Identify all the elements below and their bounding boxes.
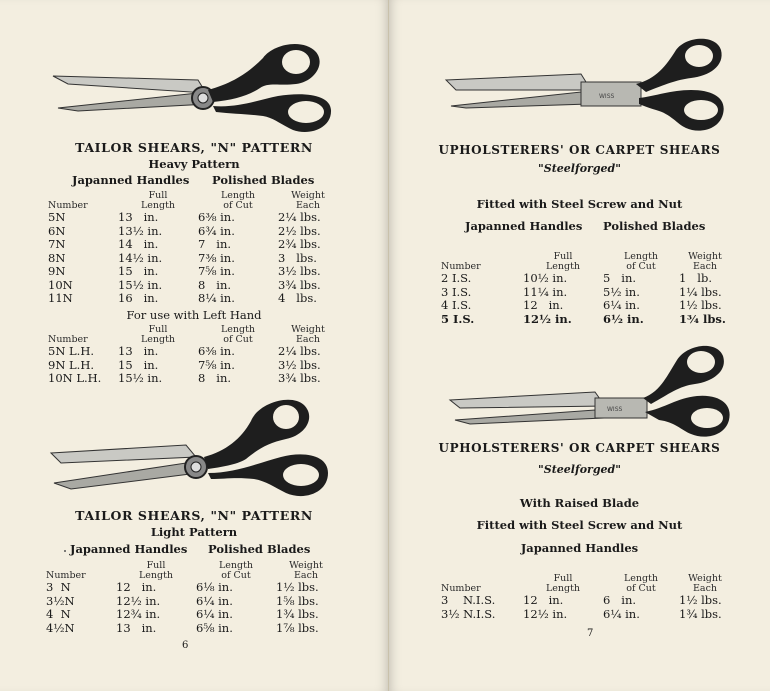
cell-number: 4 N (46, 607, 71, 622)
col-full-length-label: Full Length (138, 560, 174, 581)
table-row (48, 265, 338, 279)
cell-full: 12 in. (523, 298, 564, 313)
cell-cut: 5½ in. (603, 284, 640, 299)
col-full-length-label: Full Length (545, 573, 581, 594)
cell-full: 12½ in. (116, 593, 161, 608)
cell-full: 13 in. (118, 344, 159, 359)
tagline-steelforged: "Steelforged" (538, 162, 621, 175)
table-header (48, 323, 338, 345)
cell-weight: 4 lbs. (278, 291, 317, 306)
col-full-length-label: Full Length (140, 190, 176, 211)
upholsterers-shears-illustration (441, 34, 731, 139)
section-title-light: TAILOR SHEARS, "N" PATTERN (75, 508, 313, 523)
cell-number: 4 I.S. (441, 298, 472, 313)
col-full-length (118, 189, 198, 211)
section-title-heavy: TAILOR SHEARS, "N" PATTERN (75, 140, 313, 155)
cell-full: 11¼ in. (523, 284, 568, 299)
table-row (441, 286, 731, 300)
col-weight-each-label: Weight Each (291, 324, 325, 345)
cell-weight: 2½ lbs. (278, 223, 321, 238)
cell-full: 15½ in. (118, 277, 163, 292)
cell-cut: 6⅜ in. (198, 210, 235, 225)
col-weight-each (679, 250, 731, 272)
section-title-upholsterers-2: UPHOLSTERERS' OR CARPET SHEARS (438, 441, 721, 455)
cell-cut: 8¼ in. (198, 291, 235, 306)
section-title-upholsterers-1: UPHOLSTERERS' OR CARPET SHEARS (438, 143, 721, 157)
table-row (441, 313, 731, 327)
table-row (46, 622, 336, 636)
blades-label: Polished Blades (603, 219, 706, 233)
blades-label: Polished Blades (208, 542, 311, 556)
cell-full: 14½ in. (118, 250, 163, 265)
col-full-length (116, 559, 196, 581)
tailor-shears-light-illustration (46, 393, 336, 503)
col-number: Number (441, 261, 481, 272)
cell-cut: 5 in. (603, 271, 637, 286)
print-speck (64, 550, 66, 552)
cell-cut: 8 in. (198, 277, 232, 292)
table-row (441, 594, 731, 608)
cell-number: 9N L.H. (48, 357, 95, 372)
col-full-length-label: Full Length (140, 324, 176, 345)
col-full-length (523, 250, 603, 272)
cell-weight: 2¾ lbs. (278, 237, 321, 252)
cell-cut: 7⅝ in. (198, 357, 235, 372)
col-length-of-cut-label: Length of Cut (218, 560, 254, 581)
cell-cut: 6⅜ in. (198, 344, 235, 359)
table-row (46, 608, 336, 622)
page-number-left: 6 (182, 640, 189, 651)
col-length-of-cut (198, 323, 278, 345)
table-row (48, 359, 338, 373)
col-number: Number (441, 583, 481, 594)
cell-weight: 1¾ lbs. (679, 606, 722, 621)
cell-cut: 6½ in. (603, 311, 644, 326)
subtitle-light-pattern: Light Pattern (150, 525, 238, 539)
left-hand-caption: For use with Left Hand (126, 308, 262, 322)
cell-full: 12 in. (523, 593, 564, 608)
cell-number: 4½N (46, 620, 75, 635)
cell-full: 15½ in. (118, 371, 163, 386)
spec-table-heavy (48, 189, 338, 306)
cell-cut: 6¾ in. (198, 223, 235, 238)
subtitle-heavy-pattern: Heavy Pattern (148, 157, 240, 171)
raised-blade-label: With Raised Blade (519, 496, 640, 510)
cell-cut: 8 in. (198, 371, 232, 386)
fitted-label: Fitted with Steel Screw and Nut (476, 197, 683, 211)
col-length-of-cut-label: Length of Cut (623, 573, 659, 594)
table-header (441, 572, 731, 594)
cell-weight: 1¾ lbs. (276, 607, 319, 622)
cell-cut: 6¼ in. (603, 298, 640, 313)
cell-cut: 6¼ in. (196, 607, 233, 622)
col-number: Number (48, 200, 88, 211)
cell-number: 3 N.I.S. (441, 593, 496, 608)
cell-cut: 7⅜ in. (198, 250, 235, 265)
col-weight-each (278, 189, 338, 211)
cell-weight: 2¼ lbs. (278, 210, 321, 225)
cell-weight: 3½ lbs. (278, 264, 321, 279)
brand-mark: WISS (599, 93, 615, 100)
col-full-length (523, 572, 603, 594)
col-number: Number (48, 334, 88, 345)
cell-number: 5 I.S. (441, 311, 475, 326)
cell-full: 12 in. (116, 580, 157, 595)
cell-weight: 1⅝ lbs. (276, 593, 319, 608)
brand-mark: WISS (607, 406, 623, 413)
table-row (48, 292, 338, 306)
cell-weight: 3¾ lbs. (278, 277, 321, 292)
cell-full: 12½ in. (523, 311, 572, 326)
fitted-label: Fitted with Steel Screw and Nut (476, 518, 683, 532)
table-row (46, 595, 336, 609)
tailor-shears-heavy-illustration (48, 38, 338, 143)
table-row (48, 345, 338, 359)
table-row (441, 299, 731, 313)
cell-weight: 1½ lbs. (679, 298, 722, 313)
col-weight-each-label: Weight Each (289, 560, 323, 581)
cell-number: 3 N (46, 580, 71, 595)
cell-number: 7N (48, 237, 66, 252)
spec-table-light (46, 559, 336, 635)
col-length-of-cut-label: Length of Cut (623, 251, 659, 272)
spec-table-left-hand (48, 323, 338, 386)
cell-cut: 6¼ in. (603, 606, 640, 621)
spec-table-upholsterers-1 (441, 250, 731, 326)
col-length-of-cut-label: Length of Cut (220, 324, 256, 345)
cell-full: 16 in. (118, 291, 159, 306)
cell-number: 5N L.H. (48, 344, 95, 359)
cell-cut: 6⅛ in. (196, 580, 233, 595)
col-length-of-cut (198, 189, 278, 211)
col-weight-each-label: Weight Each (688, 573, 722, 594)
cell-number: 10N L.H. (48, 371, 102, 386)
table-row (46, 581, 336, 595)
cell-weight: 2¼ lbs. (278, 344, 321, 359)
cell-weight: 1⅞ lbs. (276, 620, 319, 635)
page-number-right: 7 (587, 628, 594, 639)
cell-number: 2 I.S. (441, 271, 472, 286)
cell-weight: 1½ lbs. (679, 593, 722, 608)
table-row (441, 272, 731, 286)
cell-cut: 6⅝ in. (196, 620, 233, 635)
cell-full: 12¾ in. (116, 607, 161, 622)
cell-weight: 3¾ lbs. (278, 371, 321, 386)
col-weight-each (278, 323, 338, 345)
cell-full: 15 in. (118, 264, 159, 279)
cell-full: 12½ in. (523, 606, 568, 621)
spec-table-upholsterers-2 (441, 572, 731, 621)
col-length-of-cut (603, 572, 679, 594)
table-row (48, 279, 338, 293)
table-row (48, 211, 338, 225)
cell-number: 6N (48, 223, 66, 238)
tagline-steelforged: "Steelforged" (538, 463, 621, 476)
col-length-of-cut (603, 250, 679, 272)
table-row (48, 252, 338, 266)
cell-number: 11N (48, 291, 73, 306)
cell-number: 3½ N.I.S. (441, 606, 496, 621)
cell-number: 3½N (46, 593, 75, 608)
cell-weight: 1¼ lbs. (679, 284, 722, 299)
cell-full: 13 in. (116, 620, 157, 635)
table-row (48, 372, 338, 386)
col-number: Number (46, 570, 86, 581)
cell-number: 3 I.S. (441, 284, 472, 299)
table-header (48, 189, 338, 211)
cell-full: 13 in. (118, 210, 159, 225)
cell-full: 15 in. (118, 357, 159, 372)
table-header (46, 559, 336, 581)
col-weight-each-label: Weight Each (688, 251, 722, 272)
cell-number: 10N (48, 277, 73, 292)
cell-weight: 1½ lbs. (276, 580, 319, 595)
cell-number: 5N (48, 210, 66, 225)
col-weight-each (679, 572, 731, 594)
table-row (441, 608, 731, 622)
right-page (389, 0, 770, 691)
cell-weight: 1 lb. (679, 271, 712, 286)
cell-cut: 6¼ in. (196, 593, 233, 608)
cell-full: 14 in. (118, 237, 159, 252)
col-weight-each-label: Weight Each (291, 190, 325, 211)
cell-number: 8N (48, 250, 66, 265)
cell-full: 10½ in. (523, 271, 568, 286)
blades-label: Polished Blades (212, 173, 315, 187)
cell-cut: 7 in. (198, 237, 232, 252)
col-length-of-cut (196, 559, 276, 581)
handles-label: Japanned Handles (520, 541, 639, 555)
handles-label: Japanned Handles (70, 542, 188, 556)
cell-weight: 3 lbs. (278, 250, 317, 265)
table-row (48, 225, 338, 239)
cell-number: 9N (48, 264, 66, 279)
upholsterers-shears-raised-illustration (445, 338, 735, 443)
col-length-of-cut-label: Length of Cut (220, 190, 256, 211)
table-row (48, 238, 338, 252)
cell-cut: 7⅝ in. (198, 264, 235, 279)
table-header (441, 250, 731, 272)
handles-label: Japanned Handles (465, 219, 583, 233)
cell-full: 13½ in. (118, 223, 163, 238)
col-full-length-label: Full Length (545, 251, 581, 272)
col-full-length (118, 323, 198, 345)
cell-cut: 6 in. (603, 593, 637, 608)
col-weight-each (276, 559, 336, 581)
cell-weight: 1¾ lbs. (679, 311, 726, 326)
handles-label: Japanned Handles (72, 173, 190, 187)
cell-weight: 3½ lbs. (278, 357, 321, 372)
